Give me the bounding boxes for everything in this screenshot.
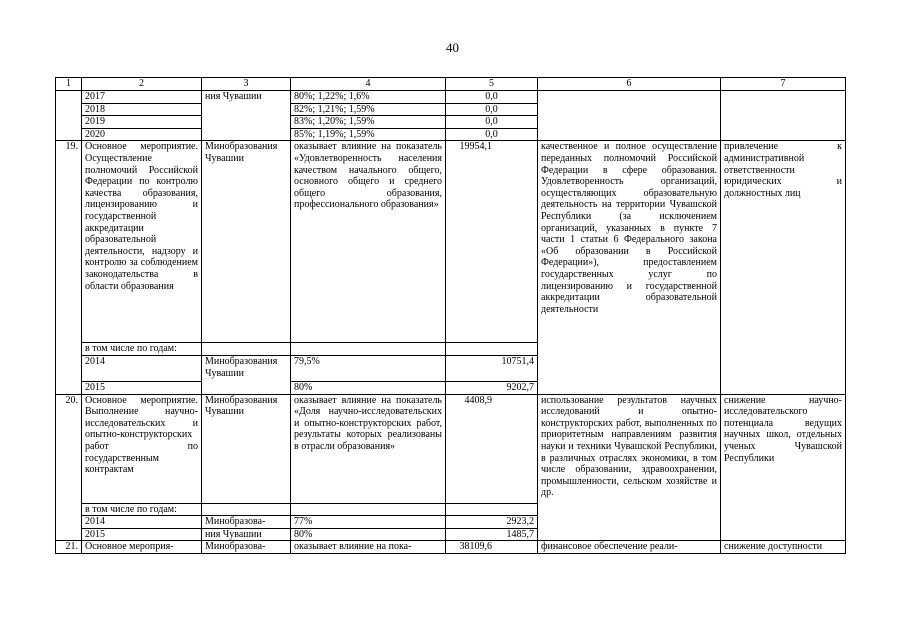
executor-cell: Минобразова- — [202, 516, 291, 529]
indicator-cell: оказывает влияние на показатель «Удовлетворенность населения качеством начального общего, основного общего и среднего общего образования, профессионального образования» — [291, 141, 446, 343]
result-cell: использование результатов научных исследований и опытно-конструкторских работ, выполненных по приоритетным направлениям развития науки и техники Чувашской Республики, в различных отраслях экономики, в том числе образовании, здравоохранении, промышленности, сельском хозяйстве и др. — [538, 394, 721, 541]
empty-cell — [291, 503, 446, 516]
year-cell: 2014 — [82, 516, 202, 529]
empty-cell — [446, 503, 538, 516]
header-cell: 4 — [291, 78, 446, 91]
consequence-cell: снижение доступности — [721, 541, 846, 554]
table-row — [56, 541, 846, 554]
year-cell: 2015 — [82, 528, 202, 541]
amount-cell: 19954,1 — [446, 141, 538, 343]
number-cell: 20. — [56, 394, 82, 541]
table-row — [56, 91, 846, 104]
indicator-cell: 82%; 1,21%; 1,59% — [291, 103, 446, 116]
empty-cell — [291, 343, 446, 356]
year-cell: 2014 — [82, 355, 202, 381]
activity-name-cell: Основное мероприятие. Осуществление полномочий Российской Федерации по контролю качества образования, лицензированию и государственной аккредитации образовательной деятельности, надзору и контролю за соблюдением законодательства в области образования — [82, 141, 202, 343]
year-cell: 2018 — [82, 103, 202, 116]
executor-cell: Минобразования Чувашии — [202, 141, 291, 343]
header-cell: 1 — [56, 78, 82, 91]
indicator-cell: 80% — [291, 528, 446, 541]
consequence-cell: привлечение к административной ответственности юридических и должностных лиц — [721, 141, 846, 394]
number-cell: 19. — [56, 141, 82, 394]
amount-cell: 4408,9 — [446, 394, 538, 503]
header-cell: 5 — [446, 78, 538, 91]
indicator-cell: оказывает влияние на показатель «Доля научно-исследовательских и опытно-конструкторских работ, результаты которых реализованы в отрасли образования» — [291, 394, 446, 503]
year-cell: 2020 — [82, 128, 202, 141]
activities-table — [55, 77, 846, 554]
amount-cell: 1485,7 — [446, 528, 538, 541]
amount-cell: 2923,2 — [446, 516, 538, 529]
amount-cell: 38109,6 — [446, 541, 538, 554]
table-row — [56, 394, 846, 503]
executor-cell: ния Чувашии — [202, 91, 291, 141]
executor-cell: ния Чувашии — [202, 528, 291, 541]
indicator-cell: 80% — [291, 381, 446, 394]
empty-cell — [446, 343, 538, 356]
amount-cell: 10751,4 — [446, 355, 538, 381]
amount-cell: 0,0 — [446, 128, 538, 141]
header-cell: 7 — [721, 78, 846, 91]
indicator-cell: 79,5% — [291, 355, 446, 381]
by-years-cell: в том числе по годам: — [82, 343, 202, 356]
indicator-cell: 85%; 1,19%; 1,59% — [291, 128, 446, 141]
activity-name-cell: Основное мероприятие. Выполнение научно-исследовательских и опытно-конструкторских работ по государственным контрактам — [82, 394, 202, 503]
number-cell — [56, 91, 82, 141]
column-number-row — [56, 78, 846, 91]
indicator-cell: 83%; 1,20%; 1,59% — [291, 116, 446, 129]
header-cell: 2 — [82, 78, 202, 91]
by-years-cell: в том числе по годам: — [82, 503, 202, 516]
executor-cell: Минобразования Чувашии — [202, 355, 291, 394]
empty-cell — [202, 503, 291, 516]
table-row — [56, 141, 846, 343]
year-cell: 2015 — [82, 381, 202, 394]
executor-cell: Минобразования Чувашии — [202, 394, 291, 503]
executor-cell: Минобразова- — [202, 541, 291, 554]
page-number: 40 — [446, 40, 459, 55]
result-cell: финансовое обеспечение реали- — [538, 541, 721, 554]
header-cell: 6 — [538, 78, 721, 91]
result-cell — [538, 91, 721, 141]
activity-name-cell: Основное мероприя- — [82, 541, 202, 554]
year-cell: 2017 — [82, 91, 202, 104]
amount-cell: 9202,7 — [446, 381, 538, 394]
indicator-cell: 80%; 1,22%; 1,6% — [291, 91, 446, 104]
indicator-cell: 77% — [291, 516, 446, 529]
number-cell: 21. — [56, 541, 82, 554]
header-cell: 3 — [202, 78, 291, 91]
consequence-cell — [721, 91, 846, 141]
result-cell: качественное и полное осуществление переданных полномочий Российской Федерации в сфере образования. Удовлетворенность организаций, осуществляющих образовательную деятельность на территории Чувашской Республики (за исключением организаций, указанных в пункте 7 части 1 статьи 6 Федерального закона «Об образовании в Российской Федерации»), предоставлением государственных услуг по лицензированию и государственной аккредитации образовательной деятельности — [538, 141, 721, 394]
amount-cell: 0,0 — [446, 116, 538, 129]
consequence-cell: снижение научно-исследовательского потенциала ведущих научных школ, отдельных ученых Чувашской Республики — [721, 394, 846, 541]
amount-cell: 0,0 — [446, 91, 538, 104]
amount-cell: 0,0 — [446, 103, 538, 116]
empty-cell — [202, 343, 291, 356]
year-cell: 2019 — [82, 116, 202, 129]
indicator-cell: оказывает влияние на пока- — [291, 541, 446, 554]
